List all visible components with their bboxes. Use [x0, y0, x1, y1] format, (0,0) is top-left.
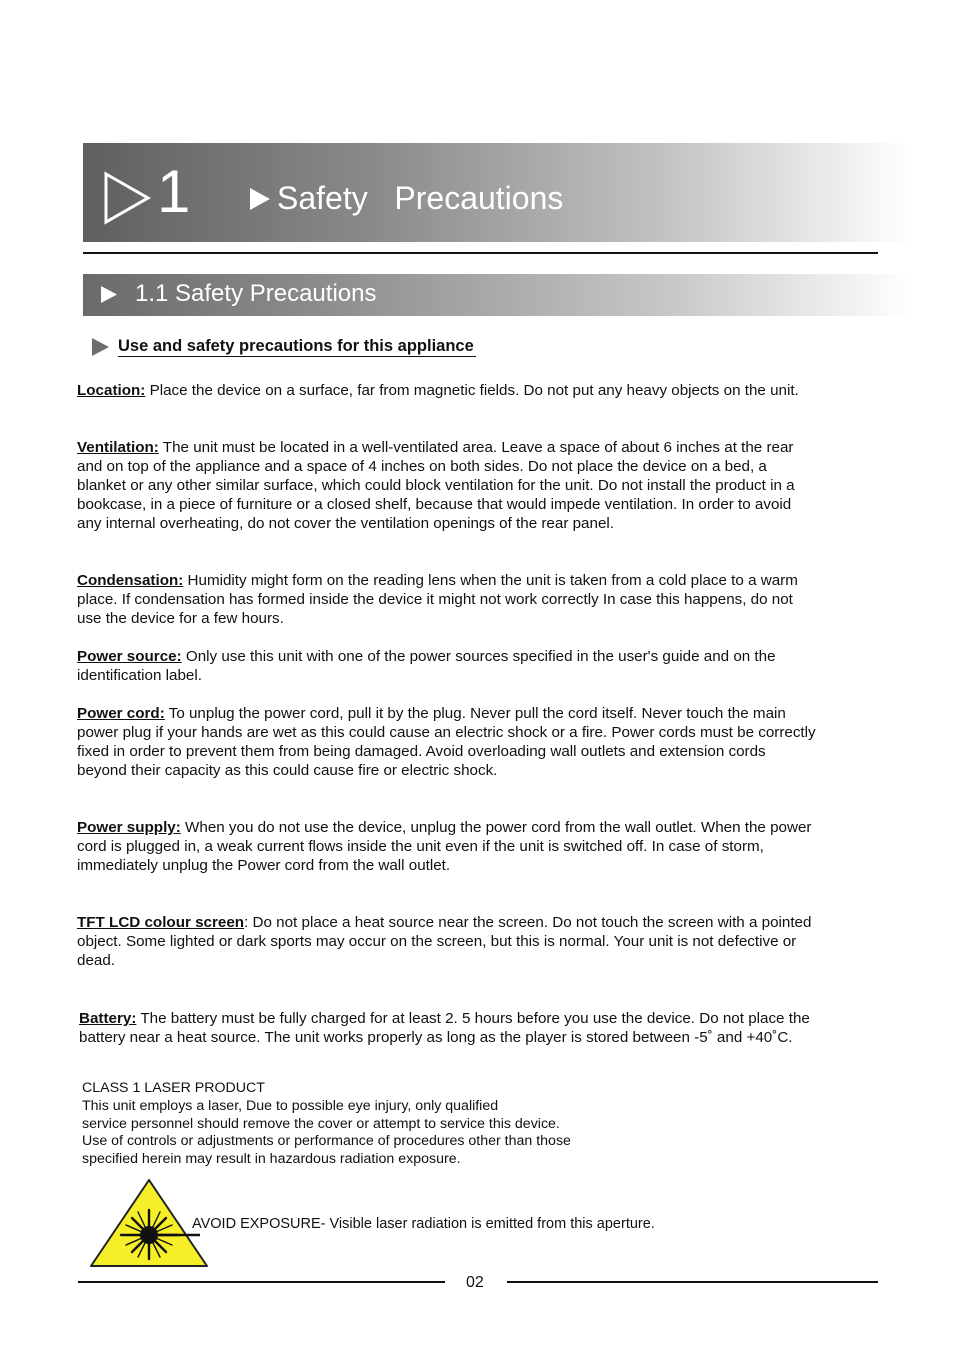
laser-line: Use of controls or adjustments or performance of procedures other than those	[82, 1133, 571, 1150]
paragraph-label: Condensation:	[77, 572, 184, 589]
paragraph-label: Ventilation:	[77, 439, 159, 456]
triangle-right-icon	[250, 188, 270, 210]
paragraph-label: Power supply:	[77, 819, 181, 836]
page-number: 02	[466, 1274, 484, 1291]
chapter-title: Safety Precautions	[277, 180, 564, 216]
paragraph-text: The unit must be located in a well-ventilated area. Leave a space of about 6 inches at the rear and on top of the appliance and a space of 4 inches on both sides. Do not place the device on a bed, a blanket or any other similar surface, which could block ventilation for the unit. Do not install the product in a bookcase, in a piece of furniture or a closed shelf, because that would impede ventilation. In order to avoid any internal overheating, do not cover the ventilation openings of the rear panel.	[77, 439, 795, 532]
laser-line: service personnel should remove the cover or attempt to service this device.	[82, 1115, 560, 1132]
paragraph-text: Humidity might form on the reading lens when the unit is taken from a cold place to a warm place. If condensation has formed inside the device it might not work correctly In case this happens, do not use the device for a few hours.	[77, 572, 798, 627]
paragraph-text: Only use this unit with one of the power sources specified in the user's guide and on the identification label.	[77, 648, 776, 684]
subheading-text: Use and safety precautions for this appliance	[118, 337, 474, 355]
paragraph-label: Location:	[77, 382, 146, 399]
paragraph-power-cord	[77, 704, 817, 780]
paragraph-text: To unplug the power cord, pull it by the plug. Never pull the cord itself. Never touch the main power plug if your hands are wet as this could cause an electric shock or a fire. Power cords must be correctly fixed in order to prevent them from being damaged. Avoid overloading wall outlets and extension cords beyond their capacity as this could cause fire or electric shock.	[77, 705, 816, 779]
paragraph-label: Power source:	[77, 648, 182, 665]
paragraph-battery	[79, 1009, 819, 1047]
triangle-right-icon	[92, 338, 109, 356]
paragraph-power-source	[77, 647, 817, 685]
laser-line: CLASS 1 LASER PRODUCT	[82, 1080, 265, 1096]
section-title: 1.1 Safety Precautions	[135, 280, 377, 307]
divider	[83, 252, 878, 254]
laser-line: specified herein may result in hazardous radiation exposure.	[82, 1151, 461, 1168]
paragraph-label: Power cord:	[77, 705, 165, 722]
chapter-banner	[83, 143, 912, 242]
paragraph-label: Battery:	[79, 1010, 137, 1027]
laser-warning-text: AVOID EXPOSURE- Visible laser radiation is emitted from this aperture.	[192, 1216, 655, 1232]
paragraph-ventilation	[77, 438, 817, 533]
paragraph-lcd-screen	[77, 913, 817, 970]
footer-divider	[78, 1281, 445, 1283]
paragraph-label: TFT LCD colour screen	[77, 914, 245, 931]
triangle-right-icon	[101, 286, 117, 303]
paragraph-text: The battery must be fully charged for at least 2. 5 hours before you use the device. Do not place the battery near a heat source. The unit works properly as long as the player is stored between -5˚ and +40˚C.	[79, 1010, 810, 1046]
laser-notice	[82, 1080, 682, 1169]
laser-line: This unit employs a laser, Due to possible eye injury, only qualified	[82, 1097, 499, 1114]
paragraph-text: : Do not place a heat source near the screen. Do not touch the screen with a pointed object. Some lighted or dark sports may occur on the screen, but this is normal. Your unit is not defective or dead.	[77, 914, 812, 969]
paragraph-location	[77, 381, 817, 400]
paragraph-text: When you do not use the device, unplug the power cord from the wall outlet. When the power cord is plugged in, a weak current flows inside the unit even if the unit is switched off. In case of storm, immediately unplug the Power cord from the wall outlet.	[77, 819, 812, 874]
chapter-number: 1	[157, 158, 191, 225]
footer-divider	[507, 1281, 878, 1283]
section-banner	[83, 274, 912, 316]
paragraph-text: Place the device on a surface, far from magnetic fields. Do not put any heavy objects on the unit.	[145, 382, 799, 399]
paragraph-condensation	[77, 571, 817, 628]
paragraph-power-supply	[77, 818, 817, 875]
play-outline-icon	[103, 171, 151, 225]
